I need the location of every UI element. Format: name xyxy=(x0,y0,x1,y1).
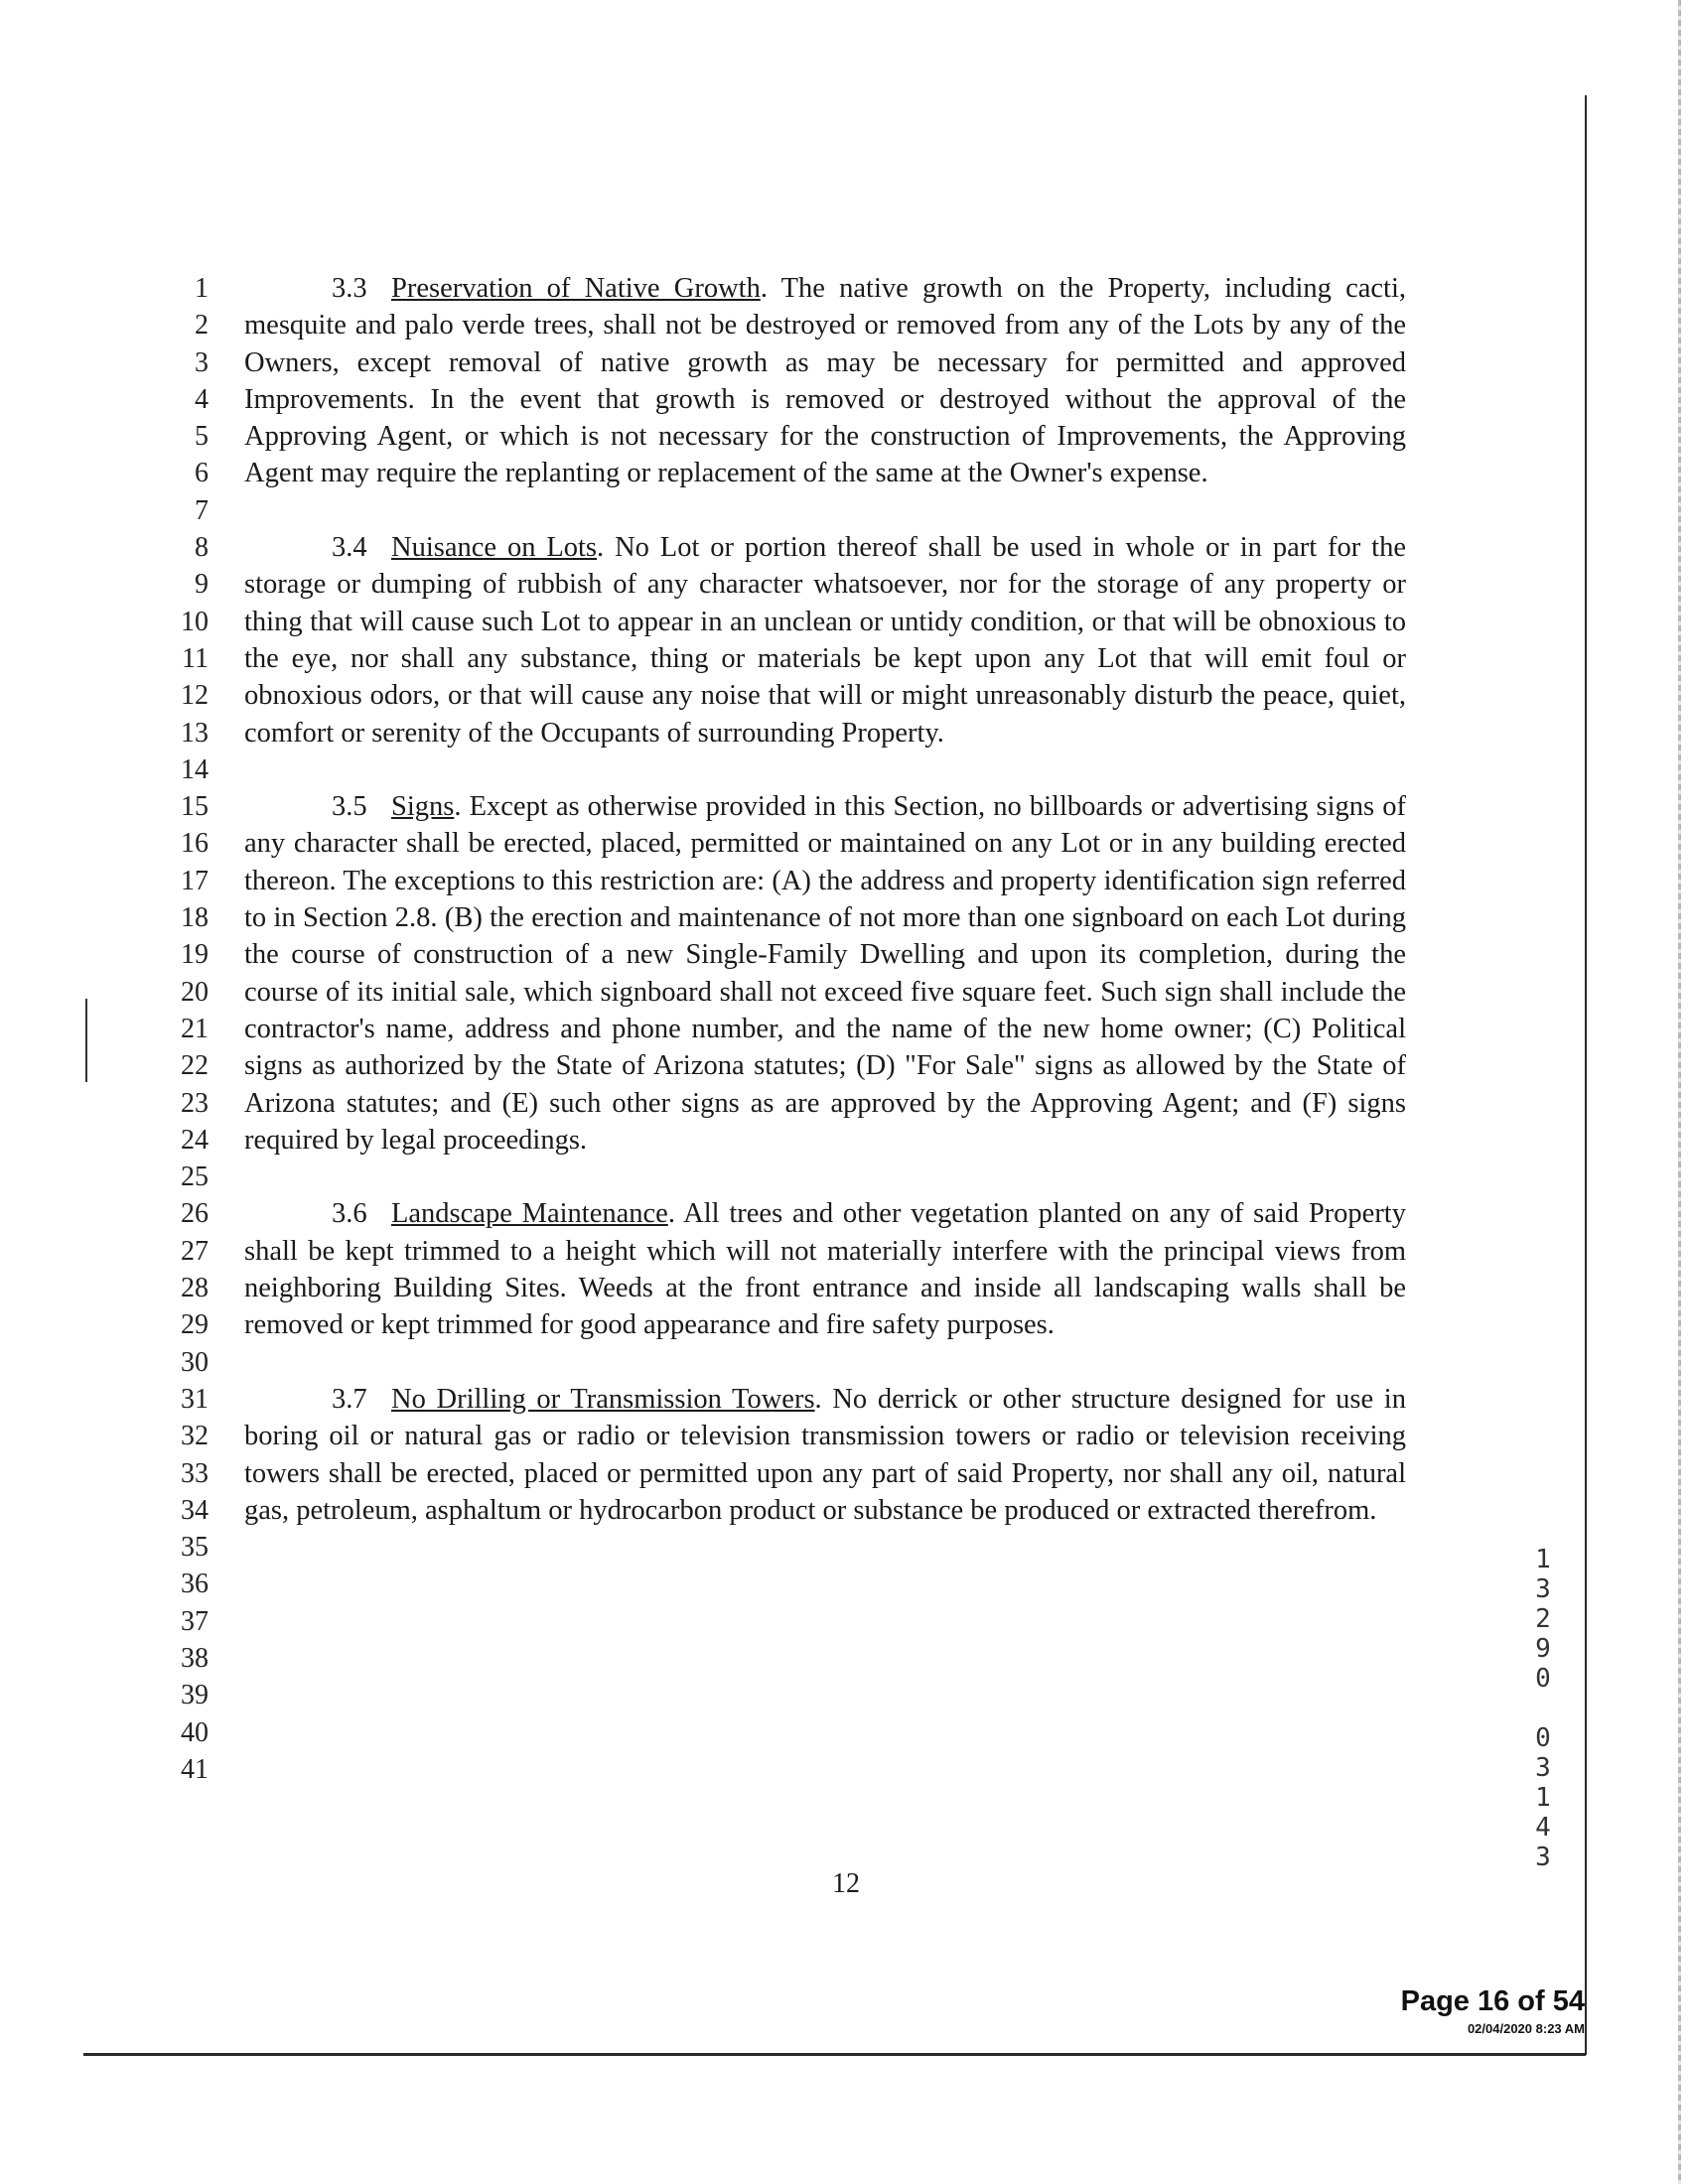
line-number: 15 xyxy=(181,791,209,823)
line-numbers xyxy=(149,270,209,1788)
section-3-3 xyxy=(244,270,1406,492)
line-number: 35 xyxy=(181,1532,209,1564)
line-number: 33 xyxy=(181,1457,209,1489)
stamp-digit: 2 xyxy=(1535,1604,1551,1634)
recording-number-stamp xyxy=(1523,1545,1563,1872)
line-number: 18 xyxy=(181,902,209,934)
line-number: 8 xyxy=(195,532,209,564)
line-number: 34 xyxy=(181,1494,209,1526)
line-number: 28 xyxy=(181,1273,209,1304)
stamp-digit: 3 xyxy=(1535,1843,1551,1872)
section-3-7 xyxy=(244,1381,1406,1529)
line-number: 12 xyxy=(181,680,209,712)
stamp-digit: 3 xyxy=(1535,1753,1551,1783)
document-body xyxy=(244,270,1406,1529)
line-number: 9 xyxy=(195,569,209,601)
section-text: . No derrick or other structure designed for use in boring oil or natural gas or radio or television transmission towers or radio or television receiving towers shall be erected, placed or permitted upon any part of said Property, nor shall any oil, natural gas, petroleum, asphaltum or hydrocarbon product or substance be produced or extracted therefrom. xyxy=(244,1383,1406,1526)
section-number: 3.6 xyxy=(332,1198,367,1230)
line-number: 36 xyxy=(181,1569,209,1600)
scan-mark-left xyxy=(85,999,87,1082)
line-number: 40 xyxy=(181,1716,209,1748)
line-number: 22 xyxy=(181,1050,209,1082)
recording-timestamp: 02/04/2020 8:23 AM xyxy=(1467,2021,1585,2036)
line-number: 4 xyxy=(195,383,209,415)
stamp-digit xyxy=(1523,1694,1563,1723)
line-number: 6 xyxy=(195,458,209,489)
line-number: 17 xyxy=(181,865,209,896)
line-number: 24 xyxy=(181,1124,209,1156)
line-number: 2 xyxy=(195,310,209,341)
section-title: Signs xyxy=(391,791,455,823)
section-text: . No Lot or portion thereof shall be used in whole or in part for the storage or dumping of rubbish of any character whatsoever, nor for the storage of any property or thing that will cause such Lot to appear in an unclean or untidy condition, or that will be obnoxious to the eye, nor shall any substance, thing or materials be kept upon any Lot that will emit foul or obnoxious odors, or that will cause any noise that will or might unreasonably disturb the peace, quiet, comfort or serenity of the Occupants of surrounding Property. xyxy=(244,532,1406,749)
section-text: . The native growth on the Property, including cacti, mesquite and palo verde trees, shall not be destroyed or removed from any of the Lots by any of the Owners, except removal of native growth as may be necessary for permitted and approved Improvements. In the event that growth is removed or destroyed without the approval of the Approving Agent, or which is not necessary for the construction of Improvements, the Approving Agent may require the replanting or replacement of the same at the Owner's expense. xyxy=(244,273,1406,489)
section-text: . Except as otherwise provided in this Section, no billboards or advertising signs of any character shall be erected, placed, permitted or maintained on any Lot or in any building erected thereon. The exceptions to this restriction are: (A) the address and property identification sign referred to in Section 2.8. (B) the erection and maintenance of not more than one signboard on each Lot during the course of construction of a new Single-Family Dwelling and upon its completion, during the course of its initial sale, which signboard shall not exceed five square feet. Such sign shall include the contractor's name, address and phone number, and the name of the new home owner; (C) Political signs as authorized by the State of Arizona statutes; (D) "For Sale" signs as allowed by the State of Arizona statutes; and (E) such other signs as are approved by the Approving Agent; and (F) signs required by legal proceedings. xyxy=(244,791,1406,1156)
page-number: 12 xyxy=(832,1868,860,1899)
line-number: 37 xyxy=(181,1605,209,1637)
line-number: 38 xyxy=(181,1642,209,1674)
stamp-digit: 1 xyxy=(1535,1783,1551,1813)
stamp-digit: 9 xyxy=(1535,1634,1551,1664)
line-number: 26 xyxy=(181,1198,209,1230)
line-number: 41 xyxy=(181,1753,209,1785)
line-number: 20 xyxy=(181,976,209,1008)
line-number: 31 xyxy=(181,1383,209,1415)
section-number: 3.4 xyxy=(332,532,367,564)
line-number: 11 xyxy=(182,642,209,674)
section-number: 3.5 xyxy=(332,791,367,823)
stamp-digit: 0 xyxy=(1535,1664,1551,1694)
scan-edge-right xyxy=(1678,0,1681,2184)
scan-border-bottom xyxy=(83,2053,1586,2056)
line-number: 32 xyxy=(181,1421,209,1452)
line-number: 5 xyxy=(195,421,209,453)
page-counter: Page 16 of 54 xyxy=(1400,1985,1585,2017)
line-number: 16 xyxy=(181,828,209,860)
section-text: . All trees and other vegetation planted on any of said Property shall be kept trimmed to a height which will not materially interfere with the principal views from neighboring Building Sites. Weeds at the front entrance and inside all landscaping walls shall be removed or kept trimmed for good appearance and fire safety purposes. xyxy=(244,1198,1406,1341)
section-title: No Drilling or Transmission Towers xyxy=(391,1383,815,1415)
line-number: 23 xyxy=(181,1087,209,1119)
section-number: 3.7 xyxy=(332,1383,367,1415)
line-number: 39 xyxy=(181,1680,209,1711)
line-number: 10 xyxy=(181,606,209,637)
line-number: 14 xyxy=(181,753,209,785)
section-title: Preservation of Native Growth xyxy=(391,273,761,304)
line-number: 30 xyxy=(181,1346,209,1378)
stamp-digit: 3 xyxy=(1535,1574,1551,1604)
section-3-6 xyxy=(244,1195,1406,1343)
line-number: 7 xyxy=(195,494,209,526)
line-number: 25 xyxy=(181,1161,209,1193)
line-number: 19 xyxy=(181,939,209,971)
line-number: 29 xyxy=(181,1309,209,1341)
line-number: 1 xyxy=(195,273,209,304)
section-title: Nuisance on Lots xyxy=(391,532,598,564)
stamp-digit: 0 xyxy=(1535,1723,1551,1753)
stamp-digit: 4 xyxy=(1535,1813,1551,1843)
section-number: 3.3 xyxy=(332,273,367,304)
stamp-digit: 1 xyxy=(1535,1545,1551,1574)
scan-border-right xyxy=(1585,95,1587,2055)
line-number: 3 xyxy=(195,346,209,378)
section-3-5 xyxy=(244,788,1406,1159)
section-title: Landscape Maintenance xyxy=(391,1198,668,1230)
line-number: 21 xyxy=(181,1013,209,1044)
line-number: 27 xyxy=(181,1235,209,1267)
section-3-4 xyxy=(244,529,1406,751)
line-number: 13 xyxy=(181,717,209,749)
